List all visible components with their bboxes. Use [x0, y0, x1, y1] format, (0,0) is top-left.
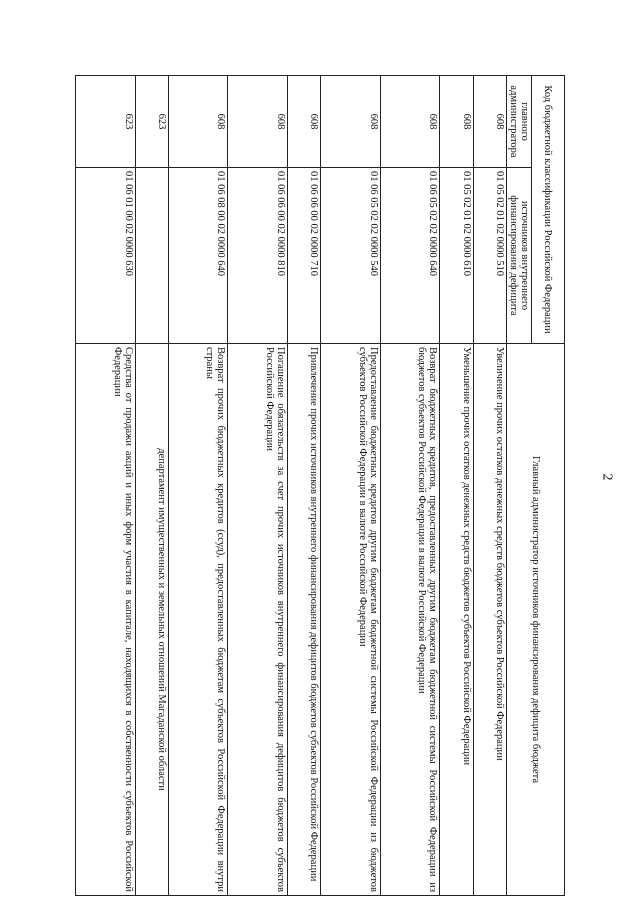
source-code-cell: 01 06 06 00 02 0000 810 [228, 168, 288, 344]
admin-code-cell: 623 [135, 76, 168, 168]
header-source-code: источников внутреннего финансирования дефицита [507, 168, 532, 344]
table-row [168, 76, 228, 896]
admin-code-cell: 608 [321, 76, 381, 168]
name-cell: Увеличение прочих остатков денежных средств бюджетов субъектов Российской Федерации [473, 344, 506, 896]
source-code-cell: 01 06 05 02 02 0000 540 [321, 168, 381, 344]
table-row [440, 76, 473, 896]
table-row [321, 76, 381, 896]
table-body [76, 76, 507, 896]
page-number: 2 [599, 473, 615, 481]
admin-code-cell: 623 [76, 76, 136, 168]
name-cell: Возврат бюджетных кредитов, предоставленных другим бюджетам бюджетной системы Российской Федерации из бюджетов субъектов Российской Федерации в валюте Российской Федерации [380, 344, 440, 896]
table-row [228, 76, 288, 896]
table-row [287, 76, 320, 896]
source-code-cell: 01 05 02 01 02 0000 510 [473, 168, 506, 344]
source-code-cell: 01 06 01 00 02 0000 630 [76, 168, 136, 344]
budget-classification-table [75, 75, 565, 896]
name-cell: департамент имущественных и земельных отношений Магаданской области [135, 344, 168, 896]
table-row [76, 76, 136, 896]
header-code-group: Код бюджетной классификации Российской Федерации [532, 76, 565, 344]
header-admin-code: главного администратора [507, 76, 532, 168]
name-cell: Возврат прочих бюджетных кредитов (ссуд), предоставленных бюджетам субъектов Российской Федерации внутри страны [168, 344, 228, 896]
admin-code-cell: 608 [287, 76, 320, 168]
admin-code-cell: 608 [168, 76, 228, 168]
source-code-cell: 01 05 02 01 02 0000 610 [440, 168, 473, 344]
admin-code-cell: 608 [440, 76, 473, 168]
source-code-cell: 01 06 08 00 02 0000 640 [168, 168, 228, 344]
table-row [473, 76, 506, 896]
source-code-cell: 01 06 05 02 02 0000 640 [380, 168, 440, 344]
name-cell: Погашение обязательств за счет прочих источников внутреннего финансирования дефицитов бюджетов субъектов Российской Федерации [228, 344, 288, 896]
department-row [135, 76, 168, 896]
source-code-cell [135, 168, 168, 344]
rotated-table-frame [75, 75, 565, 895]
name-cell: Средства от продажи акций и иных форм участия в капитале, находящихся в собственности субъектов Российской Федерации [76, 344, 136, 896]
name-cell: Уменьшение прочих остатков денежных средств бюджетов субъектов Российской Федерации [440, 344, 473, 896]
name-cell: Привлечение прочих источников внутреннего финансирования дефицитов бюджетов субъектов Российской Федерации [287, 344, 320, 896]
admin-code-cell: 608 [473, 76, 506, 168]
table-row [380, 76, 440, 896]
header-administrator-name: Главный администратор источников финансирования дефицита бюджета [507, 344, 565, 896]
name-cell: Предоставление бюджетных кредитов другим бюджетам бюджетной системы Российской Федерации из бюджетов субъектов Российской Федерации в валюте Российской Федерации [321, 344, 381, 896]
admin-code-cell: 608 [228, 76, 288, 168]
source-code-cell: 01 06 06 00 02 0000 710 [287, 168, 320, 344]
admin-code-cell: 608 [380, 76, 440, 168]
